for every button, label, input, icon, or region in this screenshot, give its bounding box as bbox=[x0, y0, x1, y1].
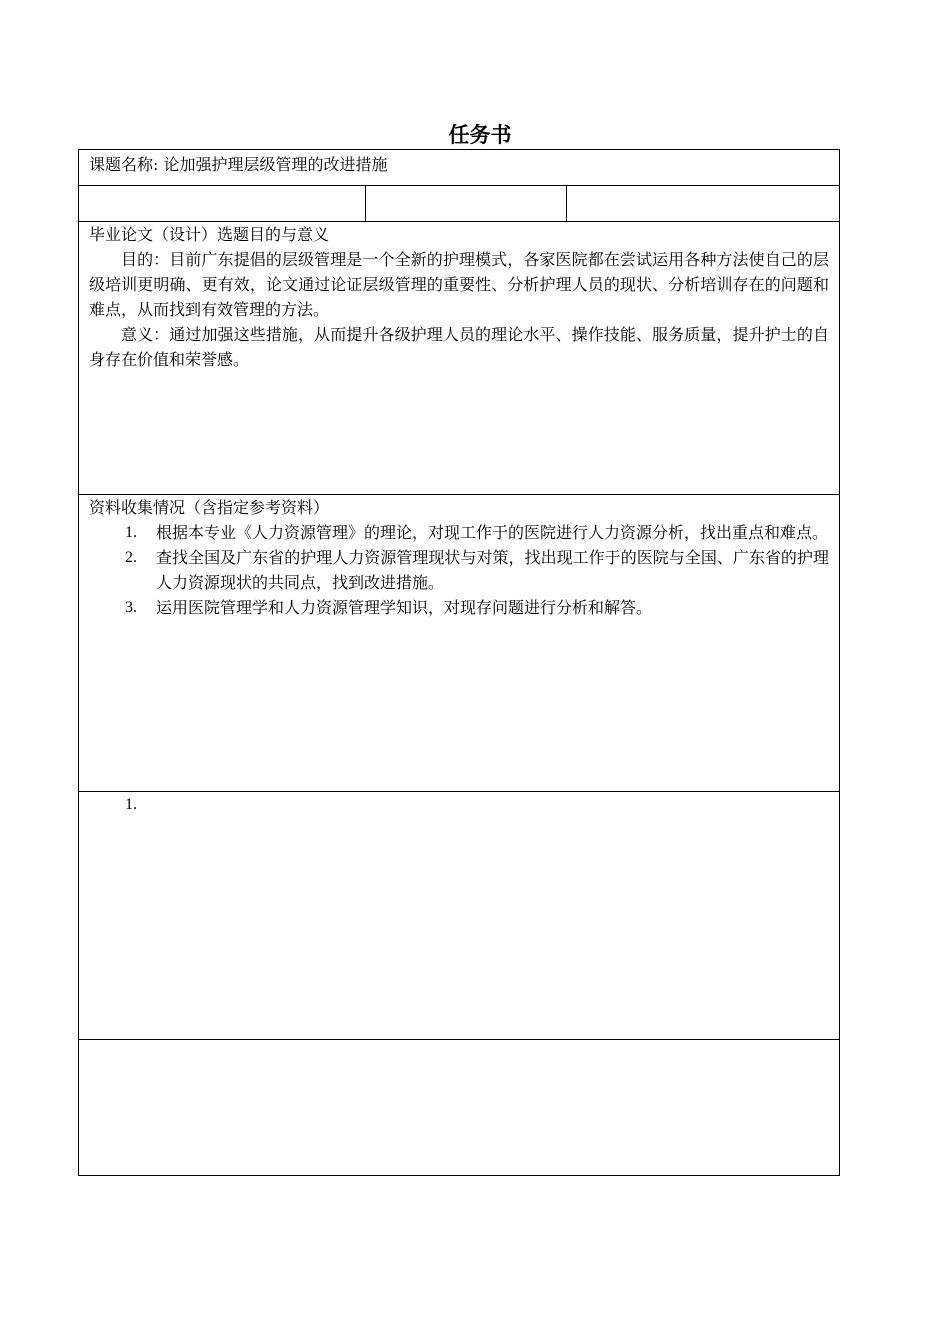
materials-heading: 资料收集情况（含指定参考资料） bbox=[89, 498, 330, 517]
list-item bbox=[89, 595, 829, 620]
purpose-section bbox=[79, 222, 839, 495]
empty-final-row bbox=[79, 1040, 839, 1175]
list-item-number: 1. bbox=[125, 524, 137, 541]
topic-label: 课题名称: bbox=[89, 155, 159, 174]
purpose-goal-paragraph: 目的：目前广东提倡的层级管理是一个全新的护理模式，各家医院都在尝试运用各种方法使自己的层级培训更明确、更有效，论文通过论证层级管理的重要性、分析护理人员的现状、分析培训存在的问题和难点，从而找到有效管理的方法。 bbox=[89, 250, 829, 319]
topic-value: 论加强护理层级管理的改进措施 bbox=[163, 155, 388, 174]
purpose-significance-paragraph: 意义：通过加强这些措施，从而提升各级护理人员的理论水平、操作技能、服务质量，提升护士的自身存在价值和荣誉感。 bbox=[89, 325, 829, 369]
list-item-text: 运用医院管理学和人力资源管理学知识，对现存问题进行分析和解答。 bbox=[156, 598, 653, 617]
list-item-number: 3. bbox=[125, 599, 137, 616]
document-title: 任务书 bbox=[448, 123, 512, 147]
task-form-table bbox=[78, 149, 840, 1176]
list-item-text: 查找全国及广东省的护理人力资源管理现状与对策，找出现工作于的医院与全国、广东省的护理人力资源现状的共同点，找到改进措施。 bbox=[156, 548, 829, 592]
blank-row bbox=[79, 186, 839, 222]
materials-section bbox=[79, 495, 839, 792]
list-item-number: 2. bbox=[125, 549, 137, 566]
list-item bbox=[89, 520, 829, 545]
numbered-list-section bbox=[79, 792, 839, 1040]
list-item-text: 根据本专业《人力资源管理》的理论，对现工作于的医院进行人力资源分析，找出重点和难点。 bbox=[156, 523, 829, 542]
list-item-number: 1. bbox=[125, 796, 137, 813]
materials-list bbox=[89, 520, 829, 620]
blank-cell-1 bbox=[79, 186, 366, 221]
purpose-heading: 毕业论文（设计）选题目的与意义 bbox=[89, 225, 330, 244]
blank-cell-2 bbox=[366, 186, 567, 221]
blank-cell-3 bbox=[567, 186, 839, 221]
list-item bbox=[89, 545, 829, 595]
topic-row bbox=[79, 150, 839, 186]
